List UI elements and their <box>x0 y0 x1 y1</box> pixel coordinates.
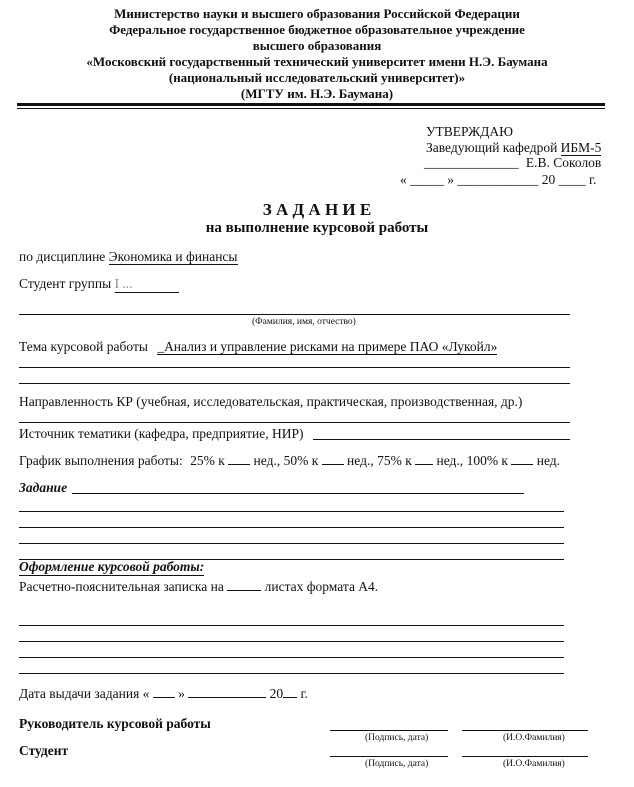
formatting-note <box>19 578 378 595</box>
source-line <box>19 426 304 442</box>
discipline-value: Экономика и финансы <box>108 249 238 264</box>
student-name-caption: (Фамилия, имя, отчество) <box>252 317 356 327</box>
university-name-line: «Московский государственный технический университет имени Н.Э. Баумана <box>86 54 548 69</box>
issue-date-line <box>19 685 308 702</box>
issue-date-suffix: г. <box>300 686 308 701</box>
issue-year-prefix: 20 <box>269 686 284 701</box>
schedule-100-unit: нед. <box>536 453 561 468</box>
group-label: Студент группы <box>19 276 112 291</box>
schedule-100-label: 100% к <box>466 453 508 468</box>
supervisor-name-line <box>462 730 588 731</box>
formatting-line-2 <box>19 641 564 642</box>
topic-text: Анализ и управление рисками на примере ПАО «Лукойл» <box>164 339 498 354</box>
issue-date-middle: » <box>178 686 185 701</box>
group-line <box>19 276 179 293</box>
approval-signature-blank: ______________ <box>424 155 519 170</box>
sheets-count-blank <box>227 578 261 591</box>
schedule-50-unit: нед., <box>347 453 374 468</box>
schedule-line <box>19 452 560 469</box>
schedule-100-blank <box>511 452 533 465</box>
issue-date-label: Дата выдачи задания « <box>19 686 150 701</box>
ministry-line: Министерство науки и высшего образования Российской Федерации <box>114 6 520 21</box>
formatting-line-4 <box>19 673 564 674</box>
topic-line <box>19 339 497 355</box>
task-line-3 <box>19 527 564 528</box>
supervisor-name-caption: (И.О.Фамилия) <box>503 733 565 743</box>
formatting-line-1 <box>19 625 564 626</box>
approval-department: ИБМ-5 <box>560 140 602 155</box>
issue-day-blank <box>153 685 175 698</box>
institution-type-line: Федеральное государственное бюджетное образовательное учреждение <box>109 22 525 37</box>
source-label: Источник тематики (кафедра, предприятие, НИР) <box>19 426 304 441</box>
formatting-note-suffix: листах формата А4. <box>264 579 379 594</box>
orientation-label: Направленность КР (учебная, исследовательская, практическая, производственная, др.) <box>19 394 523 409</box>
issue-year-blank <box>283 685 297 698</box>
university-status-line: (национальный исследовательский университет)» <box>168 70 466 85</box>
supervisor-signature-caption: (Подпись, дата) <box>365 733 429 743</box>
task-first-line <box>72 493 524 494</box>
task-line-2 <box>19 511 564 512</box>
education-level-line: высшего образования <box>252 38 382 53</box>
discipline-label: по дисциплине <box>19 249 106 264</box>
topic-extra-line-2 <box>19 383 570 384</box>
approval-signature-line <box>424 155 601 171</box>
schedule-prefix: График выполнения работы: <box>19 453 183 468</box>
issue-month-blank <box>188 685 266 698</box>
formatting-line-3 <box>19 657 564 658</box>
approval-head-line <box>426 140 601 156</box>
topic-label: Тема курсовой работы <box>19 339 148 354</box>
task-line-4 <box>19 543 564 544</box>
source-fill-line <box>313 439 570 440</box>
header-divider-thick <box>17 103 605 106</box>
approval-date-line: « _____ » ____________ 20 ____ г. <box>400 172 597 187</box>
approval-head-prefix: Заведующий кафедрой <box>426 140 558 155</box>
formatting-note-prefix: Расчетно-пояснительная записка на <box>19 579 224 594</box>
student-name-caption: (И.О.Фамилия) <box>503 759 565 769</box>
supervisor-label: Руководитель курсовой работы <box>19 716 211 731</box>
schedule-50-blank <box>322 452 344 465</box>
student-signature-caption: (Подпись, дата) <box>365 759 429 769</box>
orientation-line <box>19 422 570 423</box>
assignment-subtitle: на выполнение курсовой работы <box>205 220 429 236</box>
schedule-75-unit: нед., <box>436 453 464 468</box>
student-signature-line <box>330 756 448 757</box>
university-abbr-line: (МГТУ им. Н.Э. Баумана) <box>240 86 394 101</box>
task-label: Задание <box>19 480 68 495</box>
approval-head-name: Е.В. Соколов <box>525 155 602 170</box>
group-value: I ... <box>115 276 179 293</box>
supervisor-signature-line <box>330 730 448 731</box>
schedule-75-label: 75% к <box>377 453 412 468</box>
schedule-75-blank <box>415 452 433 465</box>
student-name-line <box>19 314 570 315</box>
topic-extra-line-1 <box>19 367 570 368</box>
schedule-25-blank <box>228 452 250 465</box>
topic-value: _Анализ и управление рисками на примере ПАО «Лукойл» <box>157 339 498 354</box>
formatting-label: Оформление курсовой работы: <box>19 559 205 574</box>
approval-title: УТВЕРЖДАЮ <box>426 124 514 139</box>
assignment-title: З А Д А Н И Е <box>262 200 372 219</box>
schedule-25-label: 25% к <box>190 453 225 468</box>
discipline-line <box>19 249 238 265</box>
schedule-50-label: 50% к <box>283 453 319 468</box>
student-label: Студент <box>19 743 69 758</box>
student-name-line <box>462 756 588 757</box>
schedule-25-unit: нед., <box>253 453 281 468</box>
header-divider-thin <box>17 108 605 109</box>
